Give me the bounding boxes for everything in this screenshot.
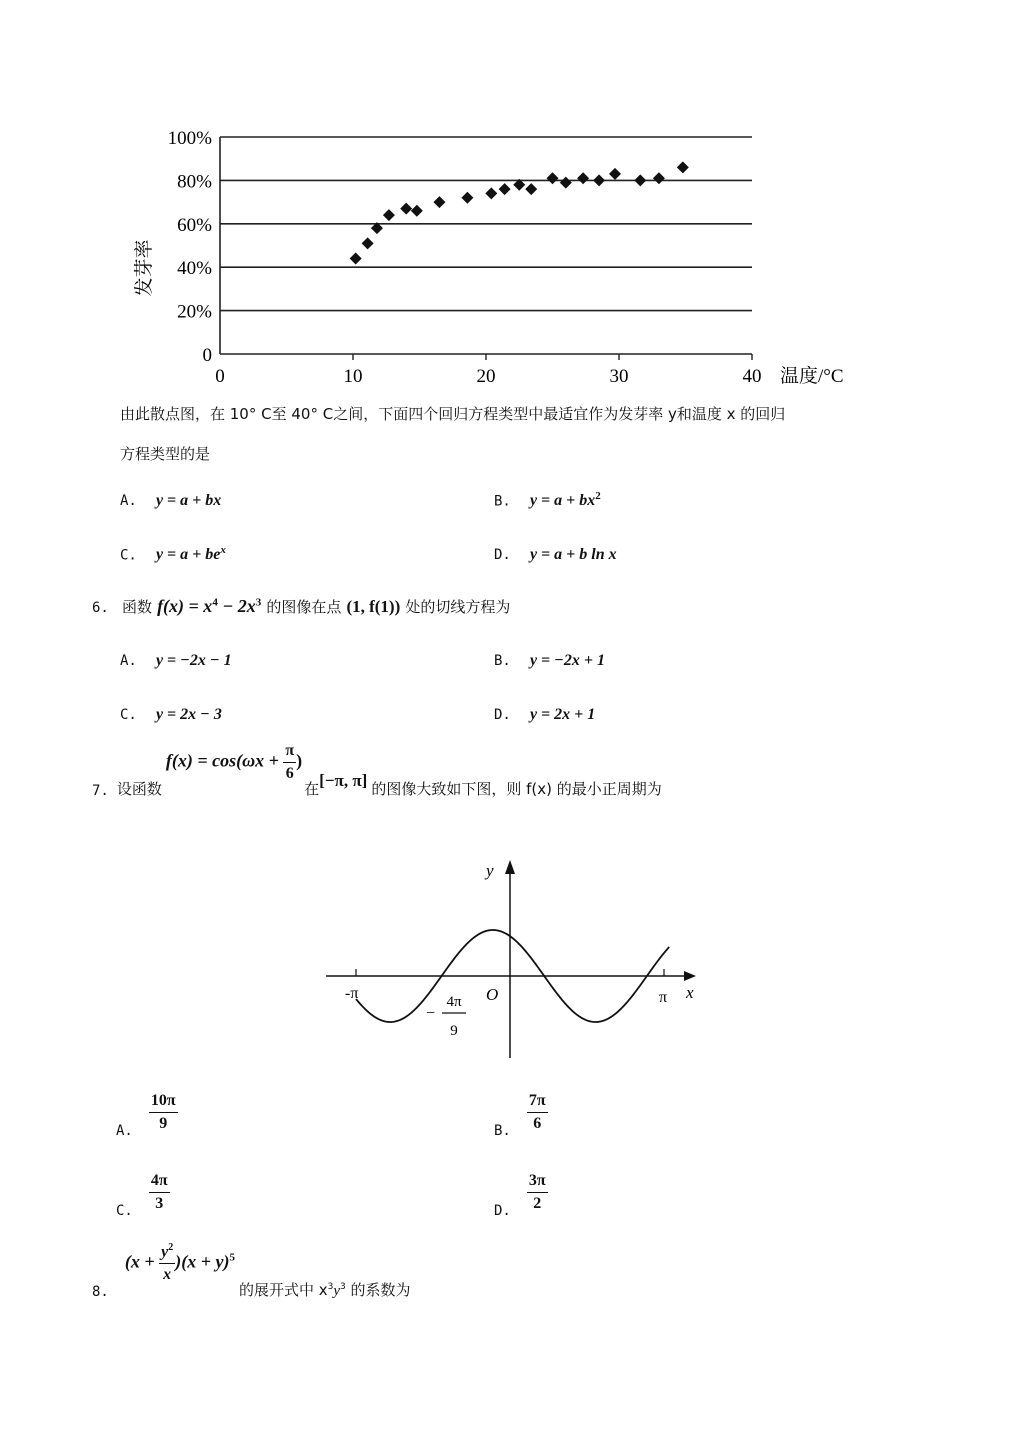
data-point: [485, 187, 497, 199]
question-number: 6.: [92, 600, 109, 616]
mark-denominator: 9: [450, 1023, 458, 1039]
option-expr: y = a + bx: [529, 492, 596, 510]
q8-expr-left: (x +: [124, 1251, 155, 1272]
data-point: [677, 161, 689, 173]
option-fraction: [149, 1172, 170, 1213]
option-label: C.: [116, 1203, 133, 1219]
data-point: [547, 172, 559, 184]
y-axis-label: y: [486, 861, 494, 880]
data-point: [383, 209, 395, 221]
x-axis-arrow-icon: [684, 971, 696, 981]
q7-frac-den: 6: [285, 765, 294, 782]
option-sup: x: [220, 544, 226, 556]
data-point: [433, 196, 445, 208]
q5-stem-line2: 方程类型的是: [120, 445, 211, 463]
q6-stem: [92, 596, 510, 617]
option-sup: 2: [595, 490, 601, 502]
option-num: 10π: [149, 1092, 178, 1113]
q5-option-b[interactable]: [494, 490, 601, 510]
q6-point: (1, f(1)): [346, 597, 401, 616]
data-point: [653, 172, 665, 184]
q5-option-d[interactable]: [494, 544, 617, 564]
q6-text-end: 处的切线方程为: [405, 598, 511, 616]
data-point: [609, 168, 621, 180]
question-number: 8.: [92, 1284, 109, 1301]
data-point: [461, 192, 473, 204]
q8-frac-num-sup: 2: [168, 1242, 174, 1253]
q6-text-mid: 的图像在点: [266, 598, 342, 616]
option-fraction: [527, 1092, 548, 1133]
q5-option-a[interactable]: [120, 490, 221, 510]
q8-expr-sup: 5: [229, 1251, 235, 1264]
option-label: B.: [494, 1123, 511, 1139]
option-expr: y = 2x + 1: [529, 706, 596, 723]
mark-numerator: 4π: [446, 994, 462, 1010]
option-num: 3π: [527, 1172, 548, 1193]
q8-t-sup1: 3: [327, 1282, 334, 1293]
q7-word: 设函数: [116, 780, 162, 798]
option-expr: y = a + be: [155, 546, 221, 564]
x-axis-label: x: [686, 983, 694, 1002]
q8-text: [239, 1279, 411, 1300]
q6-sup1: 4: [212, 596, 218, 609]
data-point: [593, 174, 605, 186]
x-tick-label: 40: [742, 366, 762, 387]
data-point: [525, 183, 537, 195]
data-point: [350, 253, 362, 265]
option-label: B.: [494, 653, 511, 669]
option-den: 6: [533, 1115, 542, 1132]
option-label: C.: [120, 707, 137, 723]
data-point: [499, 183, 511, 195]
q5-option-c[interactable]: [120, 544, 226, 564]
q8-t-sup2: 3: [340, 1282, 346, 1293]
option-label: D.: [494, 1203, 511, 1219]
chart-y-ticks: [168, 128, 213, 366]
neg-pi-label: -π: [345, 985, 359, 1002]
q6-word: 函数: [121, 598, 152, 616]
q6-option-c[interactable]: [120, 704, 222, 724]
q8-stem: [92, 1242, 411, 1304]
q6-function-rest: − 2x: [217, 596, 256, 616]
mark-sign: −: [426, 1005, 436, 1022]
q8-fraction: [159, 1242, 175, 1284]
option-expr: y = a + bx: [155, 492, 222, 509]
q6-option-d[interactable]: [494, 704, 595, 724]
y-tick-label: 100%: [167, 128, 212, 149]
chart-y-label: 发芽率: [134, 239, 155, 297]
data-point: [560, 177, 572, 189]
chart-x-ticks: [215, 366, 761, 387]
chart-axes: [220, 137, 752, 360]
data-point: [362, 237, 374, 249]
q7-stem: [92, 742, 662, 801]
q8-expression: [125, 1242, 235, 1284]
chart-gridlines: [220, 137, 752, 311]
x-tick-label: 0: [215, 366, 225, 387]
q8-frac-num: y: [161, 1243, 169, 1261]
data-point: [400, 203, 412, 215]
q8-text-start: 的展开式中 x: [238, 1281, 328, 1300]
option-num: 7π: [527, 1092, 548, 1113]
q7-interval: [−π, π]: [319, 771, 368, 790]
q8-frac-den: x: [163, 1266, 172, 1284]
chart-points: [350, 161, 689, 264]
q8-text-end: 的系数为: [345, 1281, 411, 1300]
option-label: B.: [494, 493, 511, 510]
option-den: 2: [533, 1195, 542, 1212]
pi-label: π: [659, 989, 668, 1006]
y-axis-arrow-icon: [505, 860, 515, 874]
x-tick-label: 30: [609, 366, 629, 387]
cosine-graph: [320, 852, 710, 1062]
y-tick-label: 0: [202, 345, 212, 366]
option-label: A.: [120, 653, 137, 669]
q7-fraction: [283, 742, 296, 783]
q6-option-a[interactable]: [120, 650, 232, 670]
option-label: D.: [494, 707, 511, 723]
q6-function: f(x) = x: [157, 596, 213, 616]
option-expr: y = −2x − 1: [155, 652, 232, 669]
option-den: 3: [155, 1195, 164, 1212]
origin-label: O: [486, 985, 499, 1004]
data-point: [634, 174, 646, 186]
option-label: A.: [120, 493, 137, 509]
y-tick-label: 40%: [177, 258, 212, 280]
q6-option-b[interactable]: [494, 650, 605, 670]
option-fraction: [527, 1172, 548, 1213]
option-label: D.: [494, 547, 511, 563]
data-point: [577, 172, 589, 184]
x-tick-label: 10: [343, 366, 363, 387]
scatter-chart: [118, 118, 878, 394]
q8-expr-right: )(x + y): [175, 1251, 230, 1272]
chart-x-label: 温度/°C: [780, 366, 844, 387]
data-point: [411, 205, 423, 217]
q7-text-in: 在: [304, 780, 320, 798]
option-label: C.: [120, 547, 137, 564]
q6-sup2: 3: [255, 596, 262, 609]
y-tick-label: 60%: [177, 214, 212, 236]
q7-frac-num: π: [283, 742, 296, 763]
option-expr: y = 2x − 3: [155, 706, 222, 723]
q8-t-y: y: [333, 1283, 341, 1300]
y-tick-label: 80%: [177, 171, 212, 193]
option-fraction: [149, 1092, 178, 1133]
y-tick-label: 20%: [177, 301, 212, 323]
question-number: 7.: [92, 783, 109, 799]
option-expr: y = a + b ln x: [529, 546, 617, 563]
q5-stem-line1: 由此散点图，在 10° C至 40° C之间，下面四个回归方程类型中最适宜作为发芽率 y和温度 x 的回归: [120, 405, 786, 423]
q7-function: [166, 742, 302, 783]
option-expr: y = −2x + 1: [529, 652, 605, 669]
q7-function-left: f(x) = cos(ωx +: [165, 750, 279, 771]
x-tick-label: 20: [476, 366, 496, 387]
option-num: 4π: [149, 1172, 170, 1193]
option-den: 9: [159, 1115, 168, 1132]
option-label: A.: [116, 1123, 133, 1139]
q7-function-right: ): [296, 750, 303, 771]
q7-text-end: 的图像大致如下图，则 f(x) 的最小正周期为: [371, 780, 662, 798]
